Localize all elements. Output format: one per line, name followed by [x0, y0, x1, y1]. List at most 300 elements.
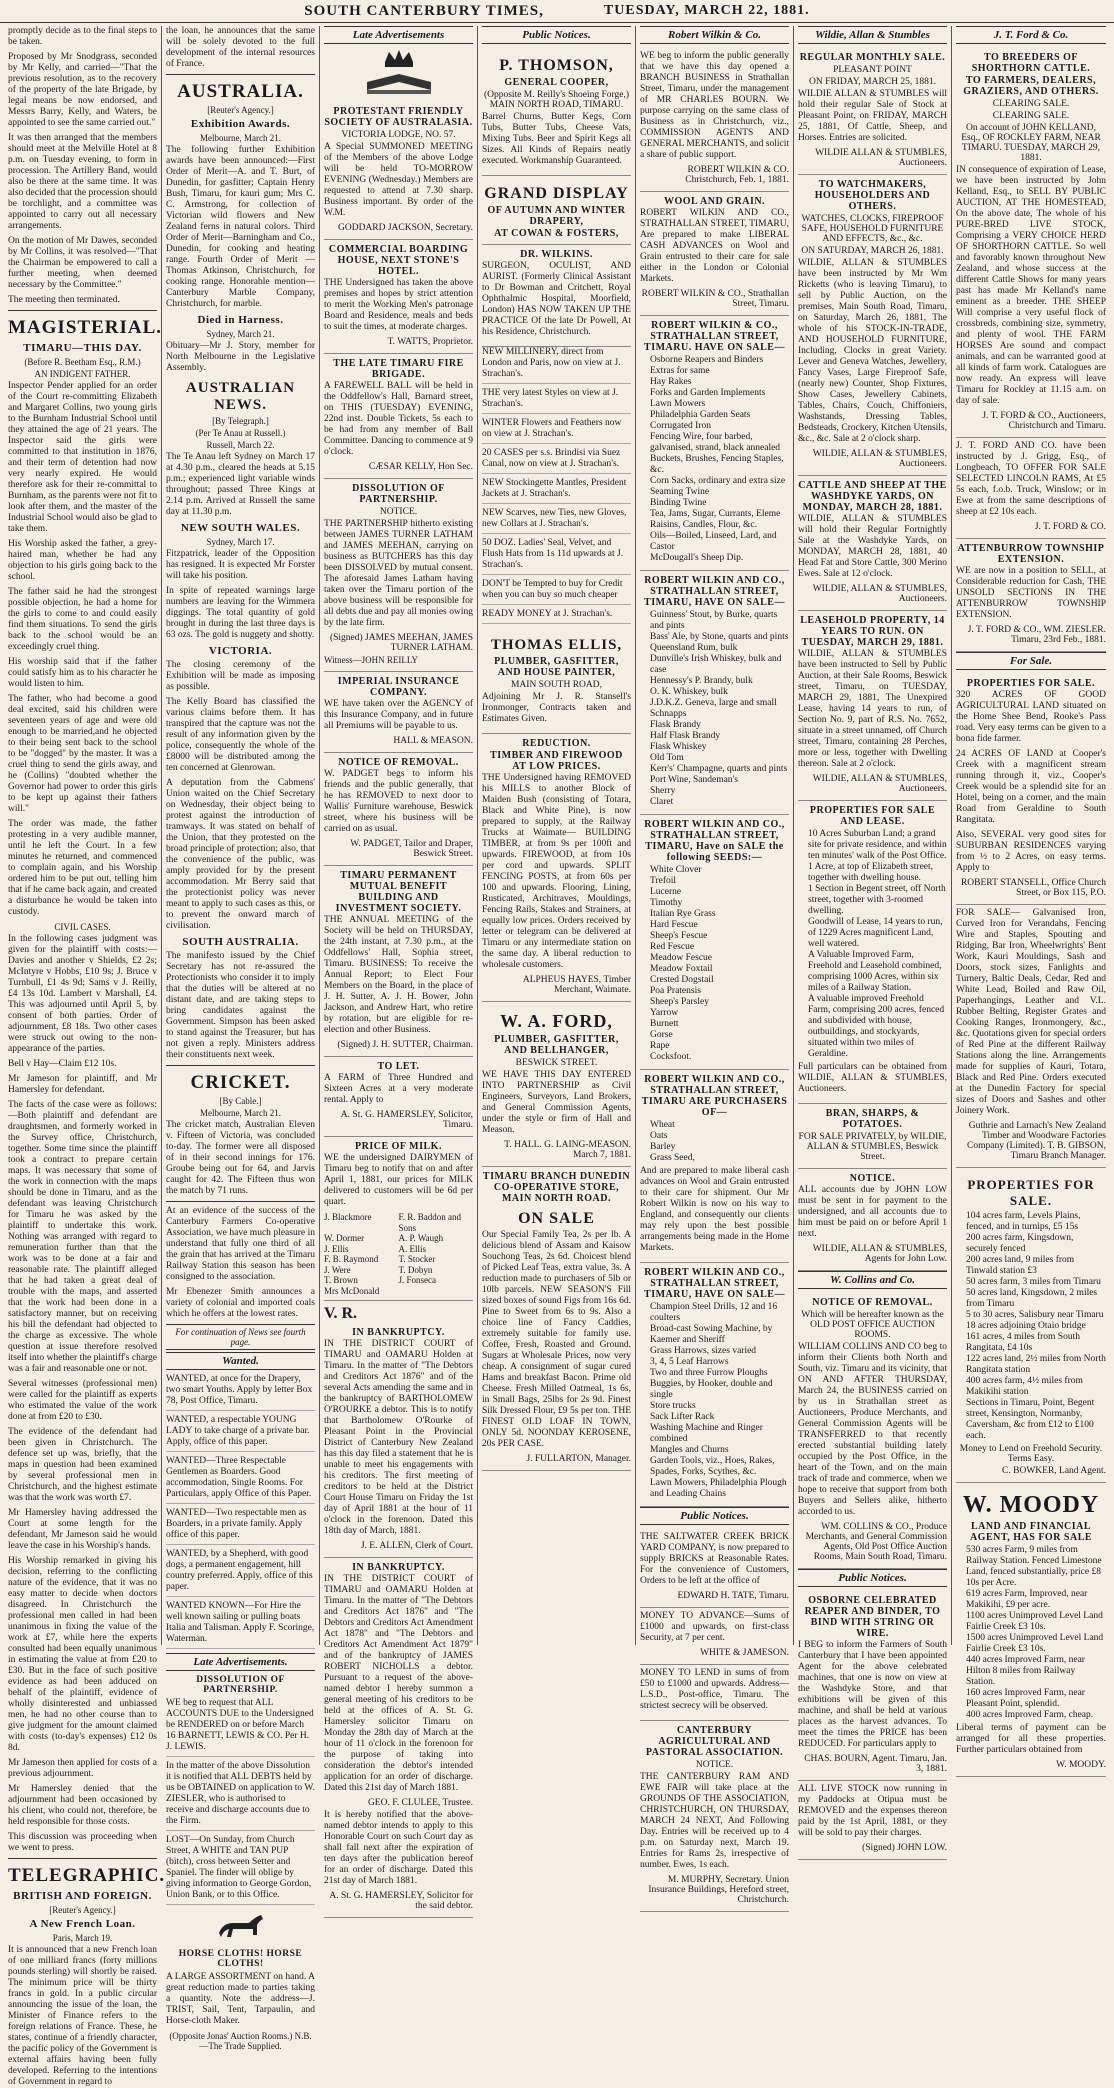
ad-properties-bowker: [956, 1168, 1106, 1483]
ad-rw-implements: [640, 316, 789, 571]
ad-title: IN BANKRUPTCY.: [352, 1327, 445, 1338]
list-item: Rape: [650, 1041, 670, 1051]
ad-title: LAND AND FINANCIAL AGENT, HAS FOR SALE: [969, 1521, 1093, 1543]
list-item: Osborne Reapers and Binders: [650, 355, 764, 365]
list-item: Oats: [650, 1131, 668, 1141]
ad-signature: CHAS. BOURN, Agent. Timaru, Jan. 3, 1881.: [804, 1754, 947, 1774]
ad-display-name: GRAND DISPLAY: [484, 185, 629, 202]
ad-body: W. PADGET begs to inform his friends and the public generally, that he has REMOVED to next door to Wallis' Furniture warehouse, Beswick street, where his business will be carried on as usual.: [324, 769, 473, 834]
ad-signature: WM. COLLINS & CO., Produce Merchants, and General Commission Agents, Old Post Office Auction Rooms, Main South Road, Timaru.: [805, 1522, 947, 1562]
ad-to-let: [324, 1057, 473, 1137]
paragraph: The closing ceremony of the Exhibition will be made as imposing as possible.: [166, 660, 315, 692]
ad-date: ON FRIDAY, MARCH 25, 1881.: [809, 77, 936, 87]
list-item: 50 acres land, Kingsdown, 2 miles from Timaru: [966, 1288, 1098, 1309]
paragraph: The facts of the case were as follows:—Both plaintiff and defendant are draughtsmen, and formerly worked in the Survey office, Christchurch, together. Some time since the plaintiff took a contract to prepare certain maps. It was necessary that some of the work in connection with the maps should be done in Timaru, and as the defendant was leaving Christchurch for Timaru he was asked by the plaintiff to undertake this work. Nothing was arranged with regard to remuneration further than that the work was to be done at a fair and reasonable rate. The plaintiff alleged that he had taken a great deal of trouble with the maps, and asserted that the work had been done in a satisfactory manner, but on receiving his bill the defendant had objected to the charge as excessive. The whole question at issue therefore resolved itself into whether the plaintiff's charge was a fair and reasonable one or not.: [8, 1100, 157, 1374]
list-item: 1 Section in Begent street, off North street, together with 3-roomed dwelling.: [808, 884, 946, 916]
classified-ad: WANTED—Three Respectable Gentlemen as Boarders. Good accommodation, Single Rooms. For Particulars, apply Office of this Paper.: [166, 1456, 315, 1504]
list-item: Barley: [650, 1142, 676, 1152]
ad-signature: (Signed) JAMES MEEHAN, JAMES TURNER LATHAM.: [329, 633, 473, 653]
ad-address: (Opposite Jonas' Auction Rooms.) N.B.—The Trade Supplied.: [169, 2031, 312, 2051]
ad-title: IN BANKRUPTCY.: [352, 1562, 445, 1573]
ad-title: TIMARU BRANCH DUNEDIN CO-OPERATIVE STORE, MAIN NORTH ROAD.: [482, 1171, 631, 1204]
list-item: Seaming Twine: [650, 487, 710, 497]
list-item: Wheat: [650, 1120, 675, 1130]
section-header-wanted: Wanted.: [166, 1352, 315, 1370]
list-item: A valuable improved Freehold Farm, comprising 200 acres, fenced and subdivided with house, outbuildings, and stockyards, situated within two miles of Geraldine.: [808, 994, 945, 1059]
section-header-public-notices: Public Notices.: [798, 1569, 947, 1587]
list-item: Champion Steel Drills, 12 and 16 coulters: [650, 1302, 778, 1323]
ad-body: WILDIE, ALLAN & STUMBLES have been instructed to Sell by Public Auction, at their Sale Rooms, Beswick street, Timaru, on TUESDAY, MARCH 29, 1881, The Unexpired Lease, having 14 years to run, of Section No. 9, part of R.S. No. 7652, situate in a street unnamed, off Church street, Timaru, containing 28 Perches, more or less, together with Dwelling thereon. Sale at 2 o'clock.: [798, 649, 947, 769]
ad-title: BRAN, SHARPS, & POTATOES.: [825, 1108, 920, 1130]
ad-body: It is hereby notified that the above-named debtor intends to apply to this Honorable Court on such Court day as shall fall next after the expiration of ten days after the publication hereof for an order of discharge. Dated this 21st day of March 1881.: [324, 1810, 473, 1886]
paragraph: Mr Hamersley having addressed the Court at some length for the defendant, Mr Jameson said he would leave the case in his Worship's hands.: [8, 1508, 157, 1551]
ad-body: 320 ACRES OF GOOD AGRICULTURAL LAND situated on the Home Shee Bend, Rooke's Pass road. Very easy terms can be given to a bona fide farmer.: [956, 690, 1106, 744]
list-item: Tea, Jams, Sugar, Currants, Eleme Raisins, Candles, Flour, &c.: [650, 509, 781, 530]
ad-bran-sharps: [798, 1104, 947, 1169]
section-header-late-ads: Late Advertisements: [324, 26, 473, 44]
list-item: 122 acres land, 2½ miles from North Rangitata station: [966, 1354, 1106, 1375]
ad-body: LOST—On Sunday, from Church Street, A WHITE and TAN PUP (bitch), cross between Setter and Spaniel. The finder will oblige by giving information to George Gordon, Union Bank, or to this Office.: [166, 1835, 315, 1905]
article-heading: VICTORIA.: [208, 645, 273, 657]
list-item: Hard Fescue: [650, 920, 698, 930]
ad-title: OF AUTUMN AND WINTER DRAPERY,: [487, 205, 626, 227]
list-item: Timothy: [650, 898, 683, 908]
ad-body: SURGEON, OCULIST, AND AURIST. (Formerly Clinical Assistant to Dr Bowman and Critchett, Royal Ophthalmic Hospital, Moorfield, London) HAS NOW TAKEN UP THE PRACTICE Of the late Dr Powell, At his Residence, Christchurch.: [482, 261, 631, 337]
ad-body: IN THE DISTRICT COURT of TIMARU and OAMARU Holden at Timaru. In the matter of "The Debtors and Creditors Act 1876" and of the several Acts amending the same and in the bankruptcy of BARTHOLOMEW O'ROURKE a debtor. This is to notify that Bartholomew O'Rourke of Pleasant Point in the Provincial District of Canterbury New Zealand has this day filed a statement that he is unable to meet his engagements with his creditors. The first meeting of creditors to be held at the District Court House Timaru on Friday the 1st day of April 1881 at the hour of 11 o'clock in the forenoon. Dated this 18th day of March, 1881.: [324, 1339, 473, 1536]
list-item: 200 acres farm, Kingsdown, securely fenced: [966, 1233, 1074, 1254]
section-note: (Per Te Anau at Russell.): [195, 428, 286, 438]
list-item: A. Ellis: [398, 1243, 427, 1254]
paragraph: Mr Hamersley denied that the adjournment had been occasioned by his client, who could not, therefore, be held responsible for those costs.: [8, 1784, 157, 1827]
ad-title: HORSE CLOTHS! HORSE CLOTHS!: [178, 1949, 303, 1969]
ad-title: PRICE OF MILK.: [355, 1141, 442, 1152]
list-item: Sack Lifter Rack: [650, 1412, 715, 1422]
list-item: Washing Machine and Ringer combined: [650, 1423, 763, 1444]
list-item: Gorse: [650, 1030, 673, 1040]
list-item: 5 to 30 acres, Salisbury near Timaru: [966, 1310, 1104, 1320]
ad-body: THE Undersigned has taken the above premises and hopes by strict attention to merit the Working Men's patronage Board and Residence, meals and beds to suit the times, at moderate charges.: [324, 278, 473, 332]
list-item: Fencing Wire, four barbed, galvanised, strand, black annealed: [650, 432, 781, 453]
item-list: [640, 1120, 789, 1164]
ad-signature: ROBERT WILKIN & CO. Christchurch, Feb. 1, 1881.: [685, 165, 789, 185]
ad-title: GENERAL COOPER,: [504, 77, 609, 88]
divider: [8, 1858, 157, 1859]
list-item: 104 acres farm, Levels Plains, fenced, and in turnips, £5 15s: [966, 1211, 1081, 1232]
list-item: A Valuable Improved Farm, Freehold and Leasehold combined, comprising 1000 Acres, within six miles of a Railway Station.: [808, 950, 942, 993]
ad-body: Adjoining Mr J. R. Stansell's Ironmonger, Contracts taken and Estimates Given.: [482, 692, 631, 724]
list-item: Oils—Boiled, Linseed, Lard, and Castor: [650, 531, 777, 552]
list-item: 400 acres farm, 4½ miles from Makikihi station: [966, 1376, 1083, 1397]
list-item: 10 Acres Suburban Land; a grand site for private residence, and within ten minutes' walk of the Post Office.: [808, 829, 947, 861]
list-item: 50 acres farm, 3 miles from Timaru: [966, 1277, 1101, 1287]
masthead: [0, 0, 1114, 23]
dateline: Melbourne, March 21.: [200, 133, 281, 143]
list-item: Old Tom: [650, 753, 684, 763]
item-list: [798, 829, 947, 1060]
paragraph: In the following cases judgment was given for the plaintiff with costs:—Davies and another v Shields, £2 2s; McIntyre v Hobbs, £10 9s; J. Bruce v Turnbull, £1 4s 9d; Sams v J. Reilly, £4 13s 10d. Lambert v Marshall, £4. This was adjourned until April 5, by consent of both parties. Order of adjournment, £8 18s. Two other cases were struck out owing to the non-appearance of the parties.: [8, 934, 157, 1054]
list-item: Store trucks: [650, 1401, 696, 1411]
ad-title: ROBERT WILKIN AND CO., STRATHALLAN STREET, TIMARU, HAVE ON SALE—: [644, 1267, 785, 1300]
list-item: 400 acres Improved Farm, cheap.: [966, 1710, 1094, 1720]
ad-strachan: NEW MILLINERY, direct from London and Paris, now on view at J. Strachan's.: [482, 347, 631, 384]
ad-title: REDUCTION.: [522, 738, 591, 749]
ad-subtitle: WATCHES, CLOCKS, FIREPROOF SAFE, HOUSEHOLD FURNITURE AND EFFECTS, &c., &c.: [801, 214, 944, 244]
ad-clearing-sale: [956, 48, 1106, 438]
ad-leasehold: [798, 611, 947, 801]
list-item: Port Wine, Sandeman's: [650, 775, 738, 785]
list-item: Lawn Mowers: [650, 399, 706, 409]
paragraph: At an evidence of the success of the Canterbury Farmers Co-operative Association, we have much pleasure in understand that fully one third of all the grain that has arrived at the Timaru Railway Station this season has been consigned to the association.: [166, 1206, 315, 1282]
list-item: W. Dormer: [324, 1233, 365, 1243]
ad-display-name: PROPERTIES FOR SALE.: [967, 1177, 1095, 1208]
ad-title: PROPERTIES FOR SALE AND LEASE.: [809, 805, 936, 827]
ad-strachan: 20 CASES per s.s. Brindisi via Suez Canal, now on view at J. Strachan's.: [482, 448, 631, 474]
section-note: AN INDIGENT FATHER.: [34, 369, 131, 379]
ad-signature: W. MOODY.: [1056, 1760, 1106, 1770]
ad-signature: ALPHEUS HAYES, Timber Merchant, Waimate.: [522, 975, 631, 995]
ad-body: WE beg to request that ALL ACCOUNTS DUE to the Undersigned be RENDERED on or before March 16 BARNETT, LEWIS & CO. Per H. J. LEWIS.: [166, 1698, 315, 1757]
ad-body: THE CANTERBURY RAM AND EWE FAIR will take place at the GROUNDS OF THE ASSOCIATION, CHRISTCHURCH, ON THURSDAY, MARCH 24 NEXT, And Following Day. Entries will be received up to 4 p.m. on Saturday next, March 19. Entries for Rams 2s, irrespective of number. Ewes, 1s each.: [640, 1772, 789, 1870]
ad-body: WILDIE, ALLAN & STUMBLES will hold their Regular Fortnightly Sale at the Washdyke Yards, on MONDAY, MARCH 28, 1881, 40 Head Fat and Store Cattle, 300 Merino Ewes. Sale at 12 o'clock.: [798, 514, 947, 579]
paragraph: Inspector Pender applied for an order of the Court re-committing Elizabeth and Margaret Collins, two young girls to the Burnham Industrial School until they attained the age of 21 years. The Inspector said the girls were committed to that institution in 1876, and their term of detention had now very nearly expired. He would therefore ask for their re-committal to Burnham, as the parents were not fit to look after them, and the master of the Industrial School would also be glad to take them.: [8, 381, 157, 534]
section-note: (Before R. Beetham Esq., R.M.): [24, 357, 141, 367]
ad-cooperative-store: [482, 1167, 631, 1471]
ad-body: A FARM of Three Hundred and Sixteen Acres at a very moderate rental. Apply to: [324, 1073, 473, 1105]
list-item: Two and three Furrow Ploughs: [650, 1368, 768, 1378]
ad-body: THE PARTNERSHIP hitherto existing between JAMES TURNER LATHAM and JAMES MEEHAN, carrying on business as BUTCHERS has this day been DISSOLVED by mutual consent. The aforesaid James Latham having taken over the Timaru portion of the above business will be responsible for all debts due and pay all monies owing by the late firm.: [324, 519, 473, 628]
ad-signature: J. FULLARTON, Manager.: [526, 1454, 631, 1464]
list-item: 1500 acres Unimproved Level Land Fairlie Creek £3 10s.: [966, 1633, 1104, 1654]
list-item: Buckets, Brushes, Fencing Staples, &c.: [650, 454, 784, 475]
ad-body: Money to Lend on Freehold Security. Terms Easy.: [959, 1444, 1103, 1464]
ad-title: NOTICE OF REMOVAL.: [812, 1297, 933, 1308]
ad-signature: (Signed) JOHN LOW.: [862, 1843, 947, 1853]
item-list: [640, 1302, 789, 1500]
divider: [166, 1065, 315, 1066]
ad-properties-stansell: [956, 674, 1106, 905]
ad-title: ROBERT WILKIN & CO., STRATHALLAN STREET, TIMARU. HAVE ON SALE—: [644, 320, 785, 353]
list-item: T. Brown: [324, 1275, 358, 1285]
section-note: [By Telegraph.]: [212, 416, 269, 426]
list-item: 530 acres Farm, 9 miles from Railway Station. Fenced Limestone Land, fenced substantially, price £8 10s per Acre.: [966, 1545, 1102, 1588]
list-item: 161 acres, 4 miles from South Rangitata, £4 10s: [966, 1332, 1080, 1353]
issue-date: TUESDAY, MARCH 22, 1881.: [603, 3, 810, 18]
section-header-late-ads: Late Advertisements.: [166, 1653, 315, 1671]
paragraph: the loan, he announces that the same will be solely devoted to the full development of the internal resources of France.: [166, 26, 315, 69]
ad-title: ATTENBURROW TOWNSHIP EXTENSION.: [957, 543, 1105, 565]
list-item: F. R. Baddon and Sons: [398, 1212, 462, 1233]
ad-body: FOR SALE PRIVATELY, by WILDIE, ALLAN & STUMBLES, Beswick Street.: [798, 1132, 947, 1162]
ad-signature: WILDIE, ALLAN & STUMBLES, Auctioneers.: [812, 449, 947, 469]
list-item: O. K. Whiskey, bulk: [650, 687, 728, 697]
ad-body: WE the undersigned DAIRYMEN of Timaru beg to notify that on and after April 1, 1881, our prices for MILK delivered to customers will be 6d per quart.: [324, 1153, 473, 1207]
paragraph: It is announced that a new French loan of one milliard francs (forty millions pounds sterling) will shortly be raised. The minimum price will be thirty francs in gold. In a public circular announcing the issue of the loan, the Minister of Finance refers to the foreign relations of France. These, he states, continue of a friendly character, the pacific policy of the Government is external affairs having been fully developed. Referring to the intentions of Government in regard to: [8, 1945, 157, 2087]
ad-body: WILDIE ALLAN & STUMBLES will hold their regular Sale of Stock at Pleasant Point, on FRIDAY, MARCH 25, 1881, Of Cattle, Sheep, and Horses. Entries are solicited.: [798, 89, 947, 143]
section-header-collins: W. Collins and Co.: [798, 1271, 947, 1289]
paragraph: Mr Ebenezer Smith announces a variety of colonial and imported coals which he offers at the lowest rates.: [166, 1287, 315, 1319]
list-item: F. B. Raymond: [324, 1254, 379, 1264]
paragraph: Mr Jameson for plaintiff, and Mr Hamersley for defendant.: [8, 1074, 157, 1095]
list-item: Half Flask Brandy: [650, 731, 721, 741]
ad-collins-removal: [798, 1293, 947, 1569]
list-item: Claret: [650, 797, 674, 807]
list-item: 160 acres Improved Farm, near Pleasant Point, splendid.: [966, 1688, 1085, 1709]
ad-commercial-boarding-house: [324, 240, 473, 354]
section-header-for-sale: For Sale.: [956, 652, 1106, 670]
list-item: J. Fonseca: [398, 1275, 436, 1285]
classified-ad: WANTED, by a Shepherd, with good dogs, a permanent engagement, hill country preferred. Apply, office of this paper.: [166, 1549, 315, 1597]
list-item: Buggies, by Hooker, double and single: [650, 1379, 773, 1400]
royal-cipher: V. R.: [324, 1305, 358, 1322]
ad-cattle-sheep: [798, 476, 947, 611]
section-title-cricket: CRICKET.: [190, 1072, 291, 1093]
list-item: Garden Tools, viz., Hoes, Rakes, Spades, Forks, Scythes, &c.: [650, 1456, 775, 1477]
ad-title: TO WATCHMAKERS, HOUSEHOLDERS AND OTHERS.: [814, 179, 931, 212]
ad-body: THE SALTWATER CREEK BRICK YARD COMPANY, is now prepared to supply BRICKS at Reasonable Rates. For the convenience of Customers, Orders to be left at the office of: [640, 1532, 789, 1586]
ad-price-of-milk: [324, 1137, 473, 1301]
ad-body: WE have taken over the AGENCY of this Insurance Company, and in future all Premiums will be payable to us.: [324, 699, 473, 731]
list-item: 200 acres land, 9 miles from Tinwald station £3: [966, 1255, 1075, 1276]
ad-subtitle: CLEARING SALE.: [992, 111, 1070, 121]
ad-display-name: P. THOMSON,: [499, 57, 614, 74]
section-note: [Reuter's Agency.]: [207, 105, 274, 115]
list-item: Hay Rakes: [650, 377, 692, 387]
ad-signature: (Signed) J. H. SUTTER, Chairman.: [337, 1040, 473, 1050]
list-item: Flask Whiskey: [650, 742, 707, 752]
paragraph: The meeting then terminated.: [8, 295, 120, 305]
ad-signature: Guthrie and Larnach's New Zealand Timber and Woodware Factories Company (Limited). T. B. GIBSON, Timaru Branch Manager.: [967, 1121, 1106, 1161]
paragraph: On the motion of Mr Dawes, seconded by Mr Collins, it was resolved—"That the Chairman be empowered to call a further meeting, when deemed necessary by the Committee.": [8, 236, 157, 290]
paragraph: It was then arranged that the members should meet at the Melville Hotel at 8 p.m. on Tuesday evening, to form in procession. The Artillery Band, would also be there at the same time. It was also decided that the procession should be torchlight, and a committee was appointed to carry out all necessary arrangements.: [8, 133, 157, 231]
paragraph: Mr Jameson then applied for costs of a previous adjournment.: [8, 1758, 157, 1779]
article-heading: NEW SOUTH WALES.: [180, 522, 301, 534]
ad-watchmakers: [798, 175, 947, 476]
ad-display-name: W. MOODY: [962, 1492, 1100, 1518]
ad-signature: T. HALL. G. LAING-MEASON. March 7, 1881.: [504, 1140, 631, 1160]
ad-date: ON SATURDAY, MARCH 26, 1881.: [801, 246, 944, 256]
classified-ad: WANTED, a respectable YOUNG LADY to take charge of a private bar. Apply, office of this paper.: [166, 1415, 315, 1452]
list-item: Red Fescue: [650, 942, 695, 952]
list-item: Cocksfoot.: [650, 1052, 692, 1062]
divider: [8, 310, 157, 311]
ad-monthly-sale: [798, 48, 947, 175]
ad-title: ROBERT WILKIN AND CO., STRATHALLAN STREET, TIMARU, Have on SALE the following SEEDS:—: [644, 819, 785, 863]
paragraph: The father, who had become a good deal excited, said his children were seventeen years of age and were old enough to be married,and he objected to their being sent back to the school to be "dogged" by the master. It was a cruel thing to send the girls away, and he (Collins) "doubted whether the Governor had power to order this girls to be kept up against their fathers will.": [8, 694, 157, 814]
dateline: Russell, March 22.: [206, 440, 275, 450]
ad-osborne-reaper: [798, 1591, 947, 1781]
list-item: Forks and Garden Implements: [650, 388, 766, 398]
list-item: Guinness' Stout, by Burke, quarts and pints: [650, 610, 778, 631]
item-list: [956, 1545, 1106, 1721]
list-item: Philadelphia Garden Seats: [650, 410, 751, 420]
section-header-public-notices: Public Notices.: [640, 1507, 789, 1525]
ad-bankruptcy-1: [324, 1323, 473, 1558]
list-item: Poa Pratensis: [650, 986, 701, 996]
ad-galvanised-iron: [956, 905, 1106, 1168]
paragraph: The Te Anau left Sydney on March 17 at 4.30 p.m., cleared the heads at 5.15 p.m.; experienced light variable winds throughout; passed Three Kings at 2.14 p.m. Arrived at Russell the same day at 11.30 p.m.: [166, 452, 315, 517]
ad-timber: [482, 734, 631, 1002]
divider: [166, 74, 315, 75]
ad-body: Full particulars can be obtained from WILDIE, ALLAN & STUMBLES, Auctioneers.: [798, 1062, 947, 1094]
ad-brick-yard: [640, 1529, 789, 1608]
list-item: T. Dobyn: [398, 1264, 433, 1275]
article-heading: Exhibition Awards.: [190, 118, 291, 130]
list-item: Lawn Mowers, Philadelphia Plough and Leading Chains: [650, 1478, 787, 1499]
list-item: 440 acres Improved Farm, near Hilton 8 miles from Railway Station.: [966, 1655, 1085, 1687]
ad-title: DR. WILKINS.: [520, 249, 593, 260]
paragraph: Obituary—Mr J. Story, member for North Melbourne in the Legislative Assembly.: [166, 341, 315, 373]
ad-rw-seeds: [640, 815, 789, 1070]
ad-subtitle: NOTICE.: [379, 507, 418, 517]
list-item: J.D.K.Z. Geneva, large and small: [650, 698, 777, 708]
ad-title: PLUMBER, GASFITTER, AND BELLHANGER,: [494, 1034, 619, 1056]
section-subtitle: TIMARU—THIS DAY.: [23, 342, 142, 354]
paragraph: promptly decide as to the final steps to be taken.: [8, 26, 157, 47]
ad-title: PLUMBER, GASFITTER, AND HOUSE PAINTER,: [494, 656, 619, 678]
ad-rw-purchasers: [640, 1070, 789, 1263]
classified-ad: WANTED—Two respectable men as Boarders, in a private family. Apply office of this paper.: [166, 1508, 315, 1545]
ad-body: THE Undersigned having REMOVED his MILLS to another Block of Maiden Bush (consisting of Totara, Black and White Pine), is now prepared to supply, at the Railway Trucks at Waimate— BUILDING TIMBER, at from 9s per 100ft and upwards. FIREWOOD, at from 10s per cord and upwards. SPLIT FENCING POSTS, at from 60s per 100 and upwards. Flooring, Lining, Rusticated, Architraves, Mouldings, Fencing Rails, Stakes and Strainers, at equally low prices. Orders received by letter or telegram can be delivered at Timaru or any intermediate station on the same day. A liberal reduction to wholesale customers.: [482, 773, 631, 970]
continuation-note: For continuation of News see fourth page.: [166, 1324, 315, 1350]
ad-title: ROBERT WILKIN AND CO., STRATHALLAN STREET, TIMARU, HAVE ON SALE—: [644, 575, 785, 608]
section-header-jt-ford: J. T. Ford & Co.: [956, 26, 1106, 44]
item-list: [640, 610, 789, 808]
ad-ram-ewe-fair: [640, 1721, 789, 1912]
item-list: [640, 865, 789, 1063]
list-item: White Clover: [650, 865, 702, 875]
ad-signature: WHITE & JAMESON.: [700, 1648, 789, 1658]
ad-title: CATTLE AND SHEEP AT THE WASHDYKE YARDS, ON MONDAY, MARCH 28, 1881.: [798, 480, 947, 513]
ad-body: FOR SALE— Galvanised Iron, Curved Iron for Verandahs, Fencing Wire and Staples, Spouting and Ridging, Bar Iron, Wheelwrights' Bent Work, Kauri Mouldings, Sash and Doors, stock sizes, Fanlights and Turnery, Baltic Deals, Cedar, Red and White Lead, Boiled and Raw Oil, Paperhangings, Leather and V.L. Rubber Belting, Register Grates and Cooking Ranges, Ironmongery, &c., &c. Quotations given for special orders of Red Pine at the different Railway Stations along the line. Arrangements made for supplies of Kauri, Totara, Black and Red Pine. Orders executed at the Dunedin Factory for special sizes of Doors and Sashes and other Joinery Work.: [956, 908, 1106, 1116]
ad-rw-branch: [640, 48, 789, 192]
newspaper-columns: [4, 26, 1110, 2087]
ad-title: TO FARMERS, DEALERS, GRAZIERS, AND OTHERS.: [963, 75, 1099, 97]
ad-fire-brigade: [324, 354, 473, 479]
ad-thomson-cooper: [482, 48, 631, 176]
ad-body: IN THE DISTRICT COURT of TIMARU and OAMARU Holden at Timaru. In the matter of "The Debtors and Creditors Act 1876" and "The Debtors and Creditors Act Amendment Act 1878" and "The Debtors and Creditors Act Amendment Act 1879" and of the bankruptcy of JAMES ROBERT NICHOLLS a debtor. Pursuant to a request of the above-named debtor I hereby summon a general meeting of his creditors to be held at the offices of A. St. G. Hamersley solicitor Timaru on Monday the 28th day of March at the hour of 11 o'clock in the forenoon for the purpose of taking into consideration the debtor's intended application for an order of discharge. Dated this 21st day of March 1881.: [324, 1574, 473, 1793]
ad-signature: GODDARD JACKSON, Secretary.: [337, 223, 473, 233]
ad-attenburrow: [956, 539, 1106, 652]
ad-body: MONEY TO ADVANCE—Sums of £1000 and upwards, on first-class Security, at 7 per cent.: [640, 1611, 789, 1643]
ad-body: ROBERT WILKIN AND CO., STRATHALLAN STREET, TIMARU, Are prepared to make LIBERAL CASH ADVANCES on Wool and Grain entrusted to their care for sale either in the London or Colonial Markets.: [640, 208, 790, 284]
ad-body: WILDIE, ALLAN & STUMBLES have been instructed by Mr Wm Ricketts (who is leaving Timaru), to sell by Public Auction, on the premises, Main South Road, Timaru, on Saturday, March 26, 1881, The whole of his STOCK-IN-TRADE, AND HOUSEHOLD FURNITURE, Including, Clocks in great Variety. Lever and Geneva Watches, Jewellery, Fancy Vases, Large Fireproof Safe, (nearly new) Counter, Shop Fixtures, Show Cases, Jewellery Cabinets, Tables, Chairs, Couch, Chiffoniers, Washstands, Dressing Tables, Bedsteads, Crockery, Kitchen Utensils, &c., &c. Sale at 2 o'clock sharp.: [798, 258, 947, 444]
ad-body: A Special SUMMONED MEETING of the Members of the above Lodge will be held TO-MORROW EVENING (Wednesday.) Members are requested to attend at 7.30 sharp. Business important. By order of the W.M.: [324, 142, 473, 218]
ad-title: DISSOLUTION OF PARTNERSHIP.: [196, 1675, 285, 1695]
ad-body: In the matter of the above Dissolution it is notified that ALL DEBTS held by us be OBTAINED on application to W. ZIESLER, who is authorised to receive and discharge accounts due to the Firm.: [166, 1761, 315, 1831]
list-item: Mangles and Churns: [650, 1445, 729, 1455]
ad-imperial-insurance: [324, 672, 473, 753]
paragraph: The evidence of the defendant had been given in Christchurch. The defence set up was, briefly, that the maps in question had been examined by several professional men in Christchurch, and the highest estimate was that the work was worth £7.: [8, 1427, 157, 1503]
list-item: Sherry: [650, 786, 676, 796]
paragraph: Several witnesses (professional men) were called for the plaintiff as experts who estimated the value of the work done at from £20 to £30.: [8, 1379, 157, 1422]
paragraph: His Worship asked the father, a grey-haired man, whether he had any objection to his girls going back to the school.: [8, 539, 157, 582]
ad-title: LEASEHOLD PROPERTY, 14 YEARS TO RUN. ON TUESDAY, MARCH 29, 1881.: [800, 615, 945, 648]
paragraph: The manifesto issued by the Chief Secretary has not re-assured the Protectionists who consider it to imply that the duties will be altered at no distant date, and are taking steps to bring candidates against the Government. Simpson has been asked to stand against the Treasurer, but has not given a reply. Ministers address their constituents next week.: [166, 951, 315, 1060]
ad-signature: CÆSAR KELLY, Hon Sec.: [368, 462, 473, 472]
ad-display-name: THOMAS ELLIS,: [490, 637, 623, 653]
article-heading: SOUTH AUSTRALIA.: [182, 936, 299, 948]
section-title-magisterial: MAGISTERIAL.: [8, 317, 162, 338]
ad-thomas-ellis: [482, 628, 631, 734]
ad-body: MONEY TO LEND in sums of from £50 to £1000 and upwards. Address—L.S.D., Post-office, Timaru. The strictest secrecy will be observed.: [640, 1668, 789, 1711]
list-item: Corn Sacks, ordinary and extra size: [650, 476, 786, 486]
ad-signature: C. BOWKER, Land Agent.: [1002, 1466, 1106, 1476]
list-item: Schnapps: [650, 709, 687, 719]
ad-signature: GEO. F. CLULEE, Trustee.: [367, 1798, 473, 1808]
ad-signature: WILDIE ALLAN & STUMBLES, Auctioneers.: [815, 148, 947, 168]
ad-signature: ROBERT STANSELL, Office Church Street, or Box 115, P.O.: [960, 878, 1106, 898]
list-item: Queensland Rum, bulk: [650, 643, 738, 653]
ad-subtitle: On account of JOHN KELLAND, Esq., OF ROCKLEY FARM, NEAR TIMARU. TUESDAY, MARCH 29, 1881.: [961, 123, 1101, 163]
ad-rw-wool-grain: [640, 192, 789, 316]
ad-john-low: [798, 1169, 947, 1271]
ad-body: IN consequence of expiration of Lease, we have been instructed by John Kelland, Esq., to SELL BY PUBLIC AUCTION, AT THE HOMESTEAD, On the above date, The whole of his PURE-BRED LIVE STOCK, Comprising a VERY CHOICE HERD OF SHORTHORN CATTLE. So well and favorably known throughout New Zealand, and whose success at the different Cattle Shows for many years past has made Mr Kelland's name eminent as a breeder. THE SHEEP Will comprise a very useful flock of crossbreds, combining size, symmetry, and plenty of wool. THE FARM HORSES Are sound and compact animals, and can be warranted good at all kinds of farm work. Catalogues are now ready. An express will leave Timaru for Rockley at 11.15 a.m. on day of sale.: [956, 165, 1106, 406]
ad-title: PROTESTANT FRIENDLY SOCIETY OF AUSTRALASIA.: [324, 106, 473, 128]
ad-title: NOTICE.: [849, 1173, 896, 1184]
section-note: CIVIL CASES.: [54, 922, 111, 932]
ad-signature: WILDIE, ALLAN & STUMBLES, Auctioneers.: [812, 774, 947, 794]
ad-signature: J. E. ALLEN, Clerk of Court.: [360, 1541, 473, 1551]
paragraph: His Worship remarked in giving his decision, referring to the conflicting nature of the evidence, that it was no easy matter to decide when doctors disagreed. In Christchurch the professional men called in had been unanimous in fixing the value of the work at £7, while here the experts consulted had been equally unanimous in estimating the value at from £20 to £30. But in the face of such positive evidence as had been adduced on behalf of the plaintiff, evidence of wholly disinterested and unbiassed men, he had no other course than to give judgment for the amount claimed with costs (to-day's expenses) £12 0s 8d.: [8, 1556, 157, 1753]
list-item: Broad-cast Sowing Machine, by Kaemer and Sheriff: [650, 1324, 773, 1345]
ad-wa-ford: [482, 1002, 631, 1167]
list-item: Grass Harrows, sizes varied: [650, 1346, 757, 1356]
ad-subtitle: Which will be hereafter known as the OLD POST OFFICE AUCTION ROOMS.: [801, 1310, 944, 1340]
ad-address: BESWICK STREET.: [515, 1058, 598, 1068]
ad-dr-wilkins: [482, 245, 631, 347]
horse-icon: [166, 1909, 315, 1945]
ad-signature: J. T. FORD & CO.: [1034, 522, 1106, 532]
column-2: [162, 26, 320, 2051]
section-title-australia: AUSTRALIA.: [177, 81, 304, 102]
list-item: Yarrow: [650, 1008, 679, 1018]
ad-properties-lease: [798, 801, 947, 1104]
ad-signature: J. T. FORD & CO., WM. ZIESLER. Timaru, 23rd Feb., 1881.: [967, 625, 1106, 645]
ad-title: REGULAR MONTHLY SALE.: [799, 52, 946, 63]
list-item: Grass Seed,: [650, 1153, 695, 1163]
ad-body: A LARGE ASSORTMENT on hand. A great reduction made to parties taking a quantity. Note the address—J. TRIST, Sail, Tent, Tarpaulin, and Horse-cloth Maker.: [166, 1972, 315, 2026]
ad-body: WE are now in a position to SELL, at Considerable reduction for Cash, THE UNSOLD SECTIONS IN THE ATTENBURROW TOWNSHIP EXTENSION.: [956, 566, 1106, 620]
ad-signature: J. T. FORD & CO., Auctioneers, Christchurch and Timaru.: [982, 411, 1106, 431]
paragraph: Fitzpatrick, leader of the Opposition has resigned. It is expected Mr Forster will take his position.: [166, 549, 315, 581]
ad-removal: [324, 753, 473, 866]
ad-signature: A. St. G. HAMERSLEY, Solicitor for the said debtor.: [329, 1891, 473, 1911]
ad-subtitle: VICTORIA LODGE, NO. 57.: [341, 130, 456, 140]
ad-title: TO BREEDERS OF SHORTHORN CATTLE.: [971, 52, 1091, 74]
ad-signature: EDWARD H. TATE, Timaru.: [677, 1591, 789, 1601]
dateline: Sydney, March 21.: [206, 329, 275, 339]
ad-body: THE ANNUAL MEETING of the Society will be held on THURSDAY, the 24th instant, at 7.30 p.m., at the Oddfellows' Hall, Sophia street, Timaru. BUSINESS: To receive the Annual Report; to Elect Four Members on the Board, in the place of J. H. Sutter, A. J. H. Bower, John Jackson, and Andrew Hart, who retire by rotation, but are eligible for re-election and other Business.: [324, 915, 473, 1035]
dateline: Sydney, March 17.: [206, 537, 275, 547]
column-6: [794, 26, 952, 1853]
list-item: Meadow Foxtail: [650, 964, 713, 974]
article-heading: Died in Harness.: [197, 314, 284, 326]
list-item: Italian Rye Grass: [650, 909, 716, 919]
ad-body: I BEG to inform the Farmers of South Canterbury that I have been appointed Agent for the above celebrated machines, that one is now on view at the Washdyke Store, and that exhibitions will be given of this machine, and shall be held at various places as the harvest advances. To meet the times the PRICE has been REDUCED. For particulars apply to: [798, 1640, 947, 1749]
ad-body: Liberal terms of payment can be arranged for all these properties. Further particulars obtained from: [956, 1723, 1106, 1755]
ad-title: TIMARU PERMANENT MUTUAL BENEFIT BUILDING AND INVESTMENT SOCIETY.: [335, 870, 462, 914]
list-item: Dunville's Irish Whiskey, bulk and case: [650, 654, 782, 675]
article-heading: A New French Loan.: [29, 1918, 136, 1930]
section-note: [Reuter's Agency.]: [49, 1905, 116, 1915]
list-item: Lucerne: [650, 887, 682, 897]
list-item: 619 acres Farm, Improved, near Makikihi, £9 per acre.: [966, 1589, 1088, 1610]
ad-rw-spirits: [640, 571, 789, 815]
ad-strachan: READY MONEY at J. Strachan's.: [482, 609, 631, 624]
ad-signature: HALL & MEASON.: [393, 736, 473, 746]
ad-rw-machinery: [640, 1263, 789, 1507]
list-item: Flask Brandy: [650, 720, 701, 730]
